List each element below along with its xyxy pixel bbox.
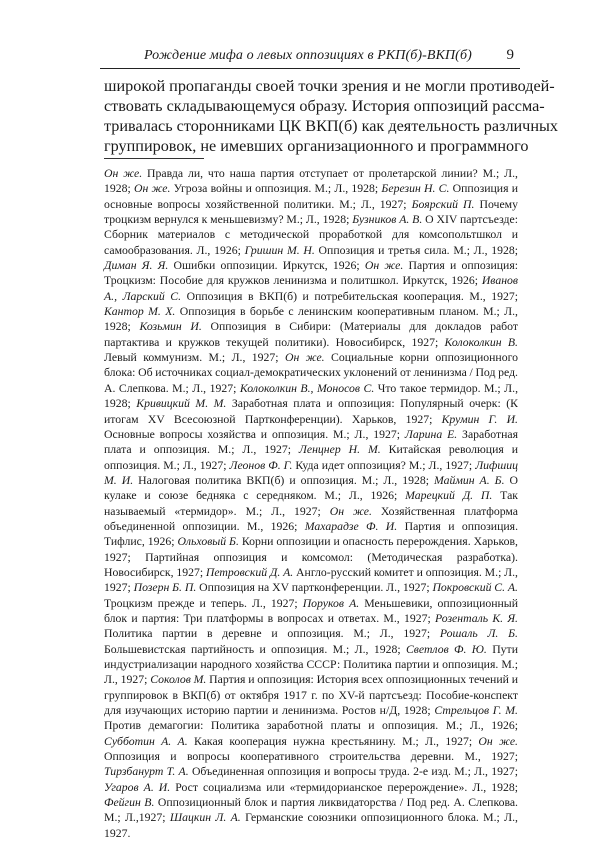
footnote-author: Лифшиц М. И. xyxy=(104,458,518,487)
footnote-author: Он же. xyxy=(133,182,171,196)
footnote-citation: Партия и оппозиция. Тифлис, 1926; xyxy=(104,519,519,549)
footnote-citation: О XIV партсъезде: Сборник материалов с методической проработкой для комсопольтшкол и самообразования. Л., 1926; xyxy=(104,213,519,257)
footnote-citation: Куда идет оппозиция? М.; Л., 1927; xyxy=(292,458,476,472)
footnote-author: Стрельцов Г. М. xyxy=(434,704,518,718)
footnote-citation: Заработная плата и оппозиция. М.; Л., 1927; xyxy=(104,427,518,457)
footnote-citation: Партия и оппозиция: История всех оппозиционных течений и группировок в ВКП(б) от октября 1917 г. по XV-й партсъезд: Пособие-конспект для изучающих историю партии и ленинизма. Ростов н/Д, 1928; xyxy=(104,673,519,718)
footnote-citation: Большевистская партийность и оппозиция. М.; Л., 1928; xyxy=(104,642,406,656)
footnote-author: Он же. xyxy=(104,167,143,180)
footnote-author: Угаров А. И. xyxy=(104,780,171,794)
footnote-author: Крумин Г. И. xyxy=(441,412,518,426)
footnote-author: Субботин А. А. xyxy=(104,734,188,748)
running-header xyxy=(100,46,520,69)
footnote-citation: Китайская революция и оппозиция. М.; Л., 1927; xyxy=(104,443,519,472)
footnote-citation: Левый коммунизм. М.; Л., 1927; xyxy=(104,351,285,365)
footnote-citation: Англо-русский комитет и оппозиция. М.; Л., 1927; xyxy=(104,565,518,595)
footnote-citation: Партия и оппозиция: Троцкизм: Пособие для кружков ленинизма и политшкол. Иркутск, 1926; xyxy=(104,259,518,288)
footnote-author: Ленцнер Н. М. xyxy=(298,443,381,457)
footnote-citation: Правда ли, что наша партия отступает от пролетарской линии? М.; Л., 1928; xyxy=(104,167,518,196)
footnote-author: Поруков А. xyxy=(302,596,360,610)
footnote-author: Ларина Е. xyxy=(404,427,458,441)
footnote-author: Боярский П. xyxy=(411,197,475,211)
footnote-author: Бузников А. В. xyxy=(352,213,423,227)
footnote-citation: Германские союзники оппозиционного блока. М.; Л., 1927. xyxy=(104,811,518,840)
footnote-citation: Оппозиция на XV партконференции. Л., 1927; xyxy=(196,581,433,595)
footnote-author: Иванов А., Ларский С. xyxy=(104,274,518,303)
footnote-author: Розенталь К. Я. xyxy=(435,611,518,625)
footnote-author: Леонов Ф. Г. xyxy=(229,458,293,472)
footnote-citation: Что такое термидор. М.; Л., 1928; xyxy=(104,381,519,411)
footnote-citation: Оппозиция в Сибири: (Материалы для докладов работ партактива и кружков текущей политики). Новосибирск, 1927; xyxy=(104,320,518,349)
footnote-author: Колоколкин В. xyxy=(444,335,518,349)
text-line: широкой пропаганды своей точки зрения и не могли противодей- xyxy=(104,77,555,95)
footnote-citation: Налоговая политика ВКП(б) и оппозиция. М.; Л., 1928; xyxy=(133,473,434,487)
footnote-citation: Троцкизм прежде и теперь. Л., 1927; xyxy=(104,596,303,610)
footnote-citation: Социальные корни оппозиционного блока: Об источниках социал-демократических уклонений от ленинизма / Под ред. А. Слепкова. М.; Л., 1927; xyxy=(104,351,518,395)
footnote-citation: Ошибки оппозиции. Иркутск, 1926; xyxy=(168,259,365,273)
footnote-author: Покровский С. А. xyxy=(432,581,518,595)
footnote-citation: Какая кооперация нужна крестьянину. М.; Л., 1927; xyxy=(187,734,479,748)
footnote-citation: Оппозиция в борьбе с ленинским кооперативным планом. М.; Л., 1928; xyxy=(104,305,518,334)
footnote-citation: Пути индустриализации народного хозяйства СССР: Политика партии и оппозиция. М.; Л., 1927; xyxy=(104,642,518,687)
footnote-citation: Объединенная оппозиция и вопросы труда. 2-е изд. М.; Л., 1927; xyxy=(188,765,518,779)
footnote-author: Березин Н. С. xyxy=(381,182,450,196)
footnote-author: Шацкин Л. А. xyxy=(169,811,241,825)
footnote-citation: Против демагогии: Политика заработной платы и оппозиция. М.; Л., 1926; xyxy=(104,719,518,733)
footnote-author: Колоколкин В., Моносов С. xyxy=(239,381,375,395)
footnote-author: Кривицкий М. М. xyxy=(136,397,227,411)
text-line: ствовать складывающемуся образу. История оппозиций рассма- xyxy=(104,97,545,115)
text-line: группировок, не имевших организационного и программного xyxy=(104,137,529,155)
footnote-citation: О кулаке и союзе бедняка с середняком. М.; Л., 1926; xyxy=(104,473,518,503)
footnote-citation: Меньшевики, оппозиционный блок и партия: Три платформы в вопросах и ответах. М., 1927; xyxy=(104,596,518,625)
footnote-author: Рошаль Л. Б. xyxy=(439,627,518,641)
footnote-citation: Так называемый «термидор». М.; Л., 1927; xyxy=(104,489,518,518)
footnote-author: Марецкий Д. П. xyxy=(405,489,493,503)
footnote-author: Позерн Б. П. xyxy=(133,581,197,595)
footnote-citation: Основные вопросы хозяйства и оппозиция. М.; Л., 1927; xyxy=(104,427,405,441)
footnote-citation: Рост социализма или «термидорианское перерождение». Л., 1928; xyxy=(170,780,518,794)
footnote-citation: Оппозиционный блок и партия ликвидаторства / Под ред. А. Слепкова. М.; Л.,1927; xyxy=(104,796,518,825)
footnote-author: Тирзбанурт Т. А. xyxy=(104,765,189,779)
footnote-author: Он же. xyxy=(478,734,518,748)
footnote-citation: Угроза войны и оппозиция. М.; Л., 1928; xyxy=(170,182,382,196)
footnote-author: Он же. xyxy=(329,504,372,518)
footnote xyxy=(104,166,518,841)
footnote-author: Гришин М. Н. xyxy=(244,243,315,257)
footnote-author: Соколов М. xyxy=(150,673,207,687)
footnote-citation: Почему троцкизм вернулся к меньшевизму? М.; Л., 1928; xyxy=(104,197,518,227)
footnote-author: Петровский Д. А. xyxy=(205,565,294,579)
footnote-author: Диман Я. Я. xyxy=(104,259,169,273)
main-text xyxy=(104,76,558,156)
footnote-citation: Оппозиция и вопросы кооперативного строительства деревни. М., 1927; xyxy=(104,750,518,764)
footnote-author: Махарадзе Ф. И. xyxy=(304,519,398,533)
footnote-citation: Политика партии в деревне и оппозиция. М.; Л., 1927; xyxy=(104,627,440,641)
footnote-citation: Оппозиция и основные вопросы хозяйственной политики. М.; Л., 1927; xyxy=(104,182,518,211)
footnote-author: Козьмин И. xyxy=(139,320,202,334)
footnote-author: Маймин А. Б. xyxy=(433,473,505,487)
footnote-author: Светлов Ф. Ю. xyxy=(405,642,487,656)
footnote-author: Он же. xyxy=(364,259,404,273)
footnote-citation: Оппозиция в ВКП(б) и потребительская кооперация. М., 1927; xyxy=(181,289,518,303)
footnote-citation: Хозяйственная платформа объединенной оппозиции. М., 1926; xyxy=(104,504,518,533)
text-line: тривалась сторонниками ЦК ВКП(б) как деятельность различных xyxy=(104,117,558,135)
footnote-author: Ольховый Б. xyxy=(177,535,239,549)
footnote-citation: Корни оппозиции и опасность перерождения. Харьков, 1927; Партийная оппозиция и комсомол: (Методическая разработка). Новосибирск, 1927; xyxy=(104,535,518,579)
running-title: Рождение мифа о левых оппозициях в РКП(б)-ВКП(б) xyxy=(144,48,472,63)
page-number: 9 xyxy=(506,47,514,63)
footnote-citation: Оппозиция и третья сила. М.; Л., 1928; xyxy=(314,243,518,257)
footnote-author: Кантор М. Х. xyxy=(104,305,176,319)
footnote-author: Фейгин В. xyxy=(104,796,155,810)
footnote-separator xyxy=(104,158,204,159)
footnote-author: Он же. xyxy=(284,351,325,365)
footnote-citation: Заработная плата и оппозиция: Популярный очерк: (К итогам XV Всесоюзной Партконференции). Харьков, 1927; xyxy=(104,397,518,426)
